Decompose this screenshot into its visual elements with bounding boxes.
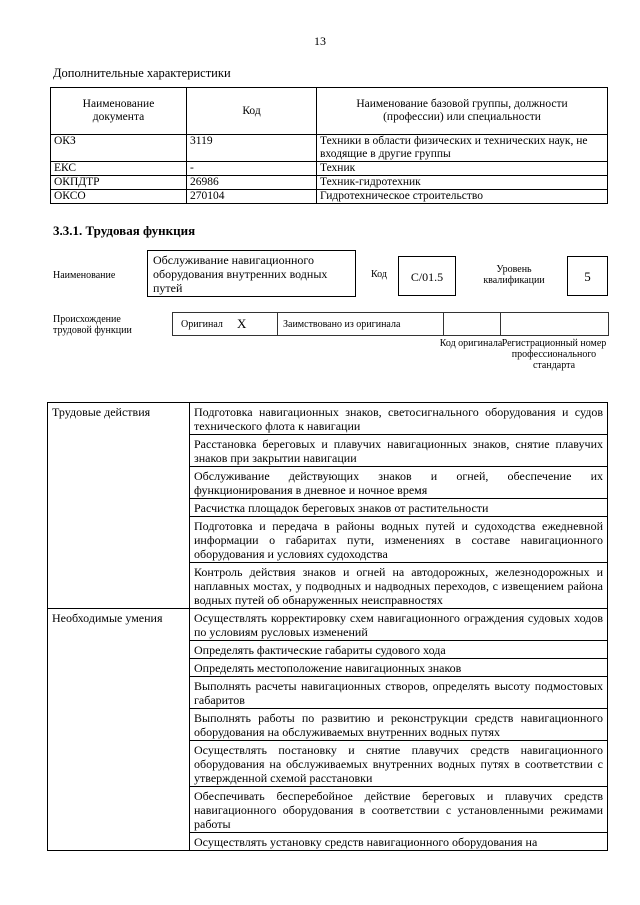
- table-row: [51, 162, 608, 176]
- original-cell: [173, 313, 278, 335]
- table-row: [48, 403, 608, 435]
- skill-item: Определять фактические габариты судового хода: [190, 641, 608, 659]
- skills-label: Необходимые умения: [48, 609, 190, 851]
- origin-label: Происхождение трудовой функции: [53, 314, 132, 336]
- table-row: [51, 135, 608, 162]
- name-cell: Техник-гидротехник: [317, 176, 608, 190]
- doc-cell: ЕКС: [51, 162, 187, 176]
- labor-actions-label: Трудовые действия: [48, 403, 190, 609]
- header-code: Код: [187, 88, 317, 135]
- code-cell: 26986: [187, 176, 317, 190]
- code-cell: 270104: [187, 190, 317, 204]
- function-code-box: C/01.5: [398, 256, 456, 296]
- skill-item: Определять местоположение навигационных знаков: [190, 659, 608, 677]
- skill-item: Обеспечивать бесперебойное действие береговых и плавучих средств навигационного оборудования в соответствии с установленными режимами работы: [190, 787, 608, 833]
- labor-action-item: Подготовка и передача в районы водных путей и судоходства ежедневной информации о габаритах пути, изменениях в составе навигационного оборудования и условиях судоходства: [190, 517, 608, 563]
- name-cell: Техник: [317, 162, 608, 176]
- name-label: Наименование: [53, 270, 116, 281]
- table-row: [51, 176, 608, 190]
- level-label: Уровень квалификации: [483, 264, 545, 286]
- code-label: Код: [371, 269, 387, 280]
- skill-item: Выполнять работы по развитию и реконструкции средств навигационного оборудования на обслуживаемых внутренних водных путях: [190, 709, 608, 741]
- header-group-name: Наименование базовой группы, должности (профессии) или специальности: [317, 88, 608, 135]
- section-title: Дополнительные характеристики: [53, 66, 231, 80]
- name-cell: Техники в области физических и технических наук, не входящие в другие группы: [317, 135, 608, 162]
- skill-item: Осуществлять постановку и снятие плавучих средств навигационного оборудования на обслуживаемых внутренних водных путях в соответствии с утвержденной схемой расстановки: [190, 741, 608, 787]
- doc-cell: ОКПДТР: [51, 176, 187, 190]
- labor-function-table: [47, 402, 608, 851]
- name-cell: Гидротехническое строительство: [317, 190, 608, 204]
- orig-code-cell: [444, 313, 501, 335]
- code-cell: -: [187, 162, 317, 176]
- page-number: 13: [314, 34, 326, 48]
- original-mark: X: [237, 316, 247, 331]
- labor-action-item: Обслуживание действующих знаков и огней, обеспечение их функционирования в дневное и ночное время: [190, 467, 608, 499]
- labor-action-item: Расстановка береговых и плавучих навигационных знаков, снятие плавучих знаков при закрытии навигации: [190, 435, 608, 467]
- labor-action-item: Расчистка площадок береговых знаков от растительности: [190, 499, 608, 517]
- borrowed-label: Заимствовано из оригинала: [283, 319, 401, 330]
- table-row: [48, 609, 608, 641]
- table-row: [51, 190, 608, 204]
- additional-characteristics-table: [50, 87, 608, 204]
- level-box: 5: [567, 256, 608, 296]
- reg-number-caption: Регистрационный номер профессионального стандарта: [501, 338, 607, 371]
- labor-action-item: Контроль действия знаков и огней на автодорожных, железнодорожных и наплавных мостах, у подводных и надводных переходов, с извещением района водных путей об обнаруженных неисправностях: [190, 563, 608, 609]
- function-name-box: Обслуживание навигационного оборудования внутренних водных путей: [147, 250, 356, 297]
- doc-cell: ОКСО: [51, 190, 187, 204]
- original-label: Оригинал: [181, 319, 223, 330]
- orig-code-caption: Код оригинала: [439, 338, 503, 349]
- function-heading: 3.3.1. Трудовая функция: [53, 223, 196, 238]
- skill-item: Осуществлять корректировку схем навигационного ограждения судовых ходов по условиям русловых изменений: [190, 609, 608, 641]
- header-document: Наименование документа: [51, 88, 187, 135]
- skill-item: Осуществлять установку средств навигационного оборудования на: [190, 833, 608, 851]
- doc-cell: ОКЗ: [51, 135, 187, 162]
- code-cell: 3119: [187, 135, 317, 162]
- skill-item: Выполнять расчеты навигационных створов, определять высоту подмостовых габаритов: [190, 677, 608, 709]
- labor-action-item: Подготовка навигационных знаков, светосигнального оборудования и судов технического флота к навигации: [190, 403, 608, 435]
- origin-row: [172, 312, 609, 336]
- borrowed-cell: [278, 313, 444, 335]
- reg-number-cell: [501, 313, 608, 335]
